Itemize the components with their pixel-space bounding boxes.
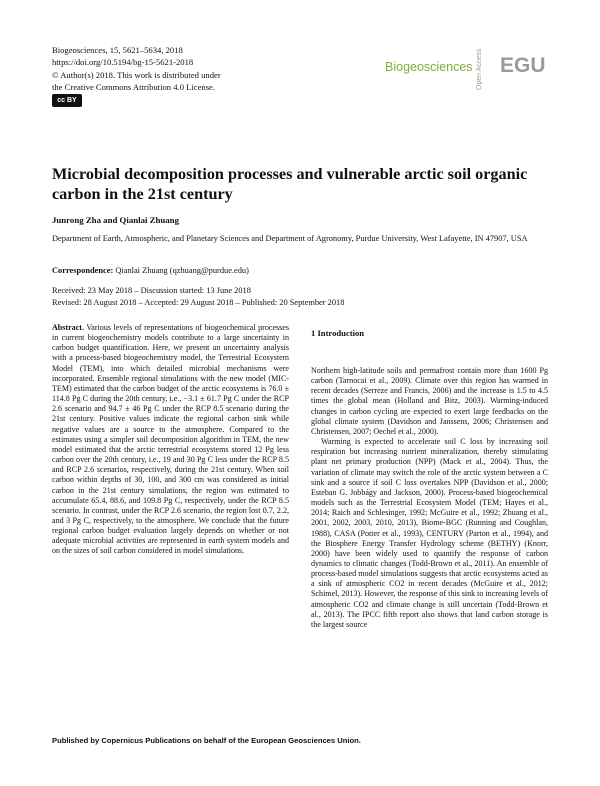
journal-citation: Biogeosciences, 15, 5621–5634, 2018: [52, 45, 183, 55]
copyright-line: © Author(s) 2018. This work is distributed under: [52, 69, 221, 80]
journal-logo: Biogeosciences: [385, 60, 473, 74]
article-title: Microbial decomposition processes and vulnerable arctic soil organic carbon in the 21st century: [52, 165, 528, 203]
egu-logo-icon: [500, 52, 546, 76]
abstract: [52, 323, 289, 557]
correspondence: [52, 266, 249, 275]
license-line: the Creative Commons Attribution 4.0 License.: [52, 82, 216, 93]
history-published: Revised: 28 August 2018 – Accepted: 29 August 2018 – Published: 20 September 2018: [52, 298, 345, 307]
publication-history: [52, 285, 344, 309]
doi-link[interactable]: https://doi.org/10.5194/bg-15-5621-2018: [52, 57, 194, 68]
correspondence-label: Correspondence:: [52, 266, 114, 275]
intro-paragraph-1: Northern high-latitude soils and permafrost contain more than 1600 Pg carbon (Tarnocai et al., 2009). Climate over this region has warmed in recent decades (Serreze and Francis, 2006) and the increase is 1.5 to 4.5 times the global mean (Holland and Bitz, 2003). Warming-induced changes in carbon cycling are expected to exert large feedbacks on the global climate system (Davidson and Janssens, 2006; Christensen and Christensen, 2007; Oechel et al., 2000).: [311, 366, 548, 436]
abstract-label: Abstract.: [52, 323, 84, 332]
abstract-text: Various levels of representations of biogeochemical processes in current biogeochemistry models contribute to a large uncertainty in carbon budget quantification. Here, we present an uncertainty analysis with a process-based biogeochemistry model, the Terrestrial Ecosystem Model (TEM), into which detailed microbial mechanisms were incorporated. Ensemble regional simulations with the new model (MIC-TEM) estimated that the carbon budget of the arctic ecosystems is 76.0 ± 114.8 Pg C during the 20th century, i.e., −3.1 ± 61.7 Pg C under the RCP 2.6 scenario and 94.7 ± 46 Pg C under the RCP 8.5 scenario during the 21st century. Positive values indicate the regional carbon sink while negative values are a source to the atmosphere. Compared to the estimates using a simpler soil decomposition algorithm in TEM, the new model estimated that the arctic terrestrial ecosystems stored 12 Pg less carbon over the 20th century, i.e., 19 and 30 Pg C less under the RCP 8.5 and RCP 2.6 scenarios, respectively, during the 21st century. When soil carbon within depths of 30, 100, and 300 cm was considered as initial carbon in the 21st century simulations, the region was estimated to accumulate 65.4, 88.6, and 109.8 Pg C, respectively, under the RCP 8.5 scenario. In contrast, under the RCP 2.6 scenario, the region lost 0.7, 2.2, and 3 Pg C, respectively, to the atmosphere. We conclude that the future regional carbon budget evaluation largely depends on whether or not adequate microbial activities are represented in earth system models and on the sizes of soil carbon considered in model simulations.: [52, 323, 289, 556]
intro-paragraph-2: Warming is expected to accelerate soil C loss by increasing soil respiration but increasing nutrient mineralization, thereby stimulating plant net primary production (NPP) (Mack et al., 2004). Thus, the variation of climate may switch the role of the arctic system between a C sink and a source if soil C loss overtakes NPP (Davidson et al., 2000; Esteban G. Jobbágy and Jackson, 2000). Process-based biogeochemical models such as the Terrestrial Ecosystem Model (TEM; Hayes et al., 2014; Raich and Schlesinger, 1992; McGuire et al., 1992; Zhuang et al., 2001, 2002, 2003, 2010, 2013), Biome-BGC (Running and Coughlan, 1988), CASA (Potter et al., 1993), CENTURY (Parton et al., 1994), and the Biosphere Energy Transfer Hydrology scheme (BETHY) (Knorr, 2000) have been widely used to quantify the response of carbon dynamics to climatic changes (Todd-Brown et al., 2011). An ensemble of process-based model simulations suggests that arctic ecosystems acted as a sink of atmospheric CO2 in recent decades (McGuire et al., 2012; Schimel, 2013). However, the response of this sink to increasing levels of atmospheric CO2 and climate change is still uncertain (Todd-Brown et al., 2013). The IPCC fifth report also shows that land carbon storage is the largest source: [311, 437, 549, 629]
affiliation: Department of Earth, Atmospheric, and Planetary Sciences and Department of Agronomy, Purdue University, West Lafayette, IN 47907, USA: [52, 234, 528, 243]
publisher-footer: Published by Copernicus Publications on behalf of the European Geosciences Union.: [52, 736, 361, 745]
open-access-text: Open Access: [476, 48, 483, 90]
author-list: Junrong Zha and Qianlai Zhuang: [52, 215, 179, 225]
introduction-body: [311, 366, 548, 630]
egu-logo-text: EGU: [500, 54, 546, 76]
cc-license-badge[interactable]: cc BY: [52, 94, 82, 107]
open-access-label: [472, 22, 484, 92]
correspondence-contact[interactable]: Qianlai Zhuang (qzhuang@purdue.edu): [115, 266, 249, 275]
history-received: Received: 23 May 2018 – Discussion started: 13 June 2018: [52, 286, 251, 295]
citation-block: [52, 44, 221, 94]
section-heading-introduction: 1 Introduction: [311, 328, 365, 338]
